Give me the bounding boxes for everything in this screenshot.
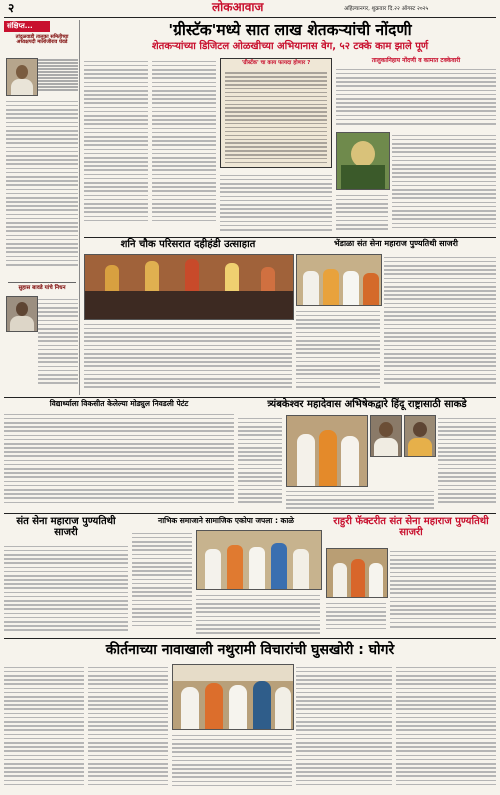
lead-body-col-3 <box>220 172 332 234</box>
page-number: २ <box>8 1 15 15</box>
sant2-headline: संत सेना महाराज पुण्यतिथी साजरी <box>16 516 116 538</box>
shani-photo <box>84 254 294 320</box>
masthead <box>0 0 500 18</box>
bottom-body-col-4 <box>296 664 392 792</box>
lead-body-col-1 <box>84 58 148 234</box>
section-rule-1 <box>84 237 496 238</box>
bottom-body-col-3 <box>172 732 292 792</box>
bottom-body-col-5 <box>396 664 496 792</box>
student-headline: विद्यार्थ्याला विकसीत केलेल्या मोड्युल निवडली पेटंट <box>49 399 189 408</box>
sidebar-brief-title-1: तांदुळवाडी तालुका समितीच्या अध्यक्षपदी मालोजीराव घेवडे <box>15 34 69 46</box>
rahuri-body-2 <box>326 600 386 635</box>
lead-info-box-title: 'ग्रीस्टॅक' चा काय फायदा होणार ? <box>241 60 311 66</box>
tryambak-body-2 <box>438 415 496 511</box>
lead-side-body-2 <box>392 132 496 234</box>
bottom-headline: कीर्तनाच्या नावाखाली नथुरामी विचारांची घुसखोरी : घोगरे <box>105 642 395 658</box>
masthead-rule <box>4 17 496 18</box>
tryambak-portrait-1 <box>370 415 402 457</box>
nabhik-body-2 <box>196 592 320 635</box>
nabhik-photo <box>196 530 322 590</box>
lead-subheadline: शेतकऱ्यांच्या डिजिटल ओळखीच्या अभियानास वेग, ५२ टक्के काम झाले पूर्ण <box>151 41 429 52</box>
sidebar-portrait-1 <box>6 58 38 96</box>
lead-side-photo <box>336 132 390 190</box>
lead-side-body-3 <box>336 192 388 234</box>
bhendala-body <box>384 254 496 394</box>
bottom-body-col-2 <box>88 664 168 792</box>
lead-headline: 'ग्रीस्टॅक'मध्ये सात लाख शेतकऱ्यांची नोंदणी <box>168 21 412 39</box>
sidebar-brief-body-1 <box>6 98 78 278</box>
bhendala-body-2 <box>296 308 380 394</box>
rahuri-photo <box>326 548 388 598</box>
shani-headline: शनि चौक परिसरात दहीहंडी उत्साहात <box>120 239 256 250</box>
issue-date: अहिल्यानगर, शुक्रवार दि.२२ ऑगस्ट २०२५ <box>344 6 429 12</box>
tryambak-body-1 <box>238 415 282 511</box>
bottom-photo <box>172 664 294 730</box>
sidebar-tag: संक्षिप्त... <box>4 21 50 32</box>
sidebar-brief-text-1 <box>38 58 78 94</box>
tryambak-headline: त्र्यंबकेश्वर महादेवास अभिषेकद्वारे हिंदू राष्ट्रासाठी साकडे <box>267 399 467 410</box>
sidebar-portrait-2 <box>6 296 38 332</box>
sant2-body <box>4 543 128 635</box>
rahuri-body-1 <box>390 548 496 635</box>
bottom-body-col-1 <box>4 664 84 792</box>
section-rule-4 <box>4 638 496 639</box>
sidebar-brief-title-2: सुहास बावडे यांचे निधन <box>18 285 66 291</box>
shani-body <box>84 321 292 393</box>
bhendala-headline: भेंडाळा संत सेना महाराज पुण्यतिथी साजरी <box>334 239 458 248</box>
bhendala-photo <box>296 254 382 306</box>
rahuri-headline: राहुरी फॅक्टरीत संत सेना महाराज पुण्यतिथी साजरी <box>333 516 489 538</box>
tryambak-photo <box>286 415 368 487</box>
lead-side-body <box>336 66 496 128</box>
tryambak-body-3 <box>286 488 434 511</box>
section-rule-2 <box>4 397 496 398</box>
newspaper-logo: लोकआवाज <box>212 0 264 14</box>
sidebar-brief-body-2 <box>38 296 78 391</box>
nabhik-body-1 <box>132 530 192 635</box>
student-body <box>4 411 234 511</box>
section-rule-3 <box>4 513 496 514</box>
tryambak-portrait-2 <box>404 415 436 457</box>
lead-info-box-body <box>225 70 327 165</box>
lead-side-title: तालुकानिहाय नोंदणी व कामात टक्केवारी <box>371 57 461 64</box>
lead-body-col-2 <box>152 58 216 234</box>
lead-info-box <box>220 58 332 168</box>
sidebar <box>4 20 80 395</box>
nabhik-headline: नाभिक समाजाने सामाजिक एकोपा जपला : काळे <box>158 516 294 525</box>
